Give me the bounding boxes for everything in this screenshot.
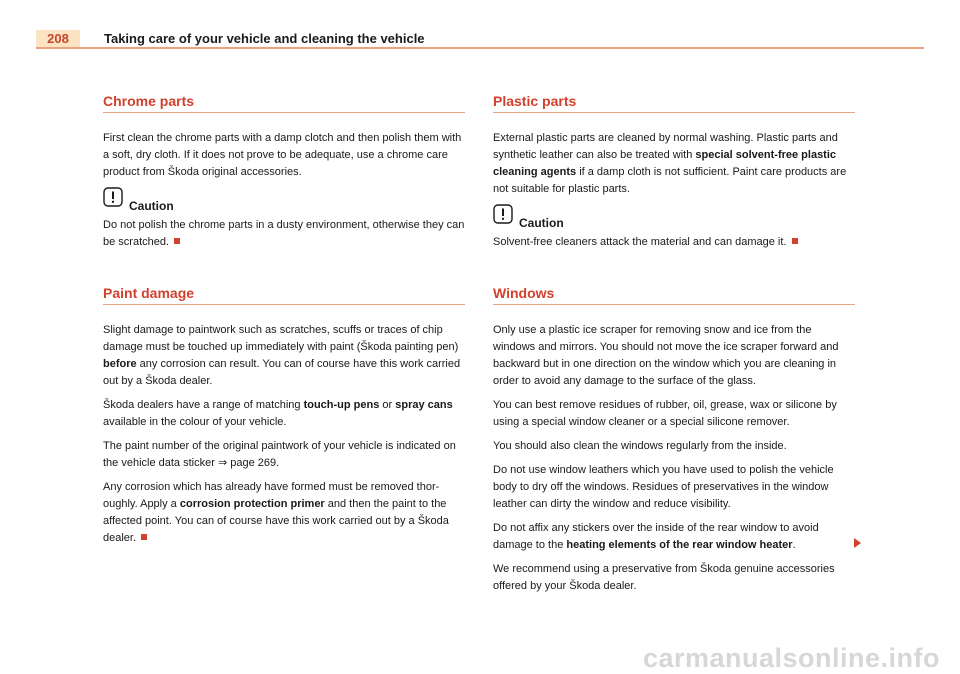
text-run: Do not affix any stickers over the inside of the rear window to avoid damage to the <box>493 522 819 551</box>
text-run: . <box>792 539 796 551</box>
caution-icon <box>493 204 513 224</box>
section-heading: Windows <box>493 285 855 305</box>
text-run: Slight damage to paintwork such as scratches, scuffs or traces of chip damage must be touched up immediately with paint (Škoda painting pen) <box>103 324 459 353</box>
caution-icon <box>103 187 123 207</box>
paragraph <box>103 322 465 390</box>
caution-label: Caution <box>519 216 564 230</box>
paragraph <box>493 130 855 198</box>
bold-term: spray cans <box>395 399 453 411</box>
paragraph: Only use a plastic ice scraper for removing snow and ice from the windows and mirrors. You should not move the ice scraper forward and backward but in one direction on the window which you are cleaning in order to avoid any damage to the surface of the glass. <box>493 324 839 387</box>
right-column <box>493 93 855 623</box>
text-run: if a damp cloth is not sufficient. Paint care products are not suitable for plastic parts. <box>493 166 847 195</box>
section-plastic-parts <box>493 93 855 251</box>
paragraph: You can best remove residues of rubber, oil, grease, wax or silicone by using a special window cleaner or a special silicone remover. <box>493 399 837 428</box>
section-heading: Chrome parts <box>103 93 465 113</box>
bold-term: heating elements of the rear window heater <box>566 539 793 551</box>
caution-label: Caution <box>129 199 174 213</box>
bold-term: touch-up pens <box>303 399 380 411</box>
section-heading: Paint damage <box>103 285 465 305</box>
bold-term: corrosion protection primer <box>179 498 325 510</box>
section-paint-damage <box>103 285 465 547</box>
caution-header <box>493 208 855 230</box>
paragraph: Do not use window leathers which you have used to polish the vehicle body to dry off the windows. Residues of preservatives in the window leather can dirty the window and reduce visibility. <box>493 464 834 510</box>
text-run: available in the colour of your vehicle. <box>103 416 287 428</box>
caution-text <box>493 234 855 251</box>
caution-text-body: Solvent-free cleaners attack the material and can damage it. <box>493 236 787 248</box>
caution-header <box>103 191 465 213</box>
text-run: and then the paint to the affected point. You can of course have this work carried out by a Škoda dealer. <box>103 498 449 544</box>
end-mark-icon <box>792 238 798 244</box>
section-windows <box>493 285 855 595</box>
page-number: 208 <box>36 30 80 48</box>
caution-text <box>103 217 465 251</box>
text-run: External plastic parts are cleaned by normal washing. Plastic parts and synthetic leather can also be treated with <box>493 132 838 161</box>
text-run: Škoda dealers have a range of matching <box>103 399 304 411</box>
text-run: any corrosion can result. You can of course have this work carried out by a Škoda dealer. <box>103 358 461 387</box>
text-run: Any corrosion which has already have formed must be removed thor-oughly. Apply a <box>103 481 440 510</box>
left-column <box>103 93 465 575</box>
section-chrome-parts <box>103 93 465 251</box>
bold-term: before <box>103 358 137 370</box>
end-mark-icon <box>141 534 147 540</box>
paragraph: First clean the chrome parts with a damp clotch and then polish them with a soft, dry cloth. If it does not prove to be adequate, use a chrome care product from Škoda original accessories. <box>103 132 462 178</box>
paragraph: We recommend using a preservative from Škoda genuine accessories offered by your Škoda dealer. <box>493 563 835 592</box>
paragraph <box>103 479 465 547</box>
caution-text-body: Do not polish the chrome parts in a dusty environment, otherwise they can be scratched. <box>103 219 465 248</box>
paragraph: You should also clean the windows regularly from the inside. <box>493 440 787 452</box>
header-rule <box>36 47 924 49</box>
watermark: carmanualsonline.info <box>642 643 940 673</box>
running-header: Taking care of your vehicle and cleaning the vehicle <box>104 31 425 46</box>
end-mark-icon <box>174 238 180 244</box>
section-heading: Plastic parts <box>493 93 855 113</box>
paragraph-page-reference: The paint number of the original paintwork of your vehicle is indicated on the vehicle data sticker ⇒ page 269. <box>103 440 456 469</box>
bold-term: special solvent-free plastic cleaning agents <box>493 149 837 178</box>
paragraph <box>103 397 465 431</box>
continue-arrow-icon <box>854 538 861 548</box>
paragraph <box>493 520 855 554</box>
text-run: or <box>379 399 396 411</box>
